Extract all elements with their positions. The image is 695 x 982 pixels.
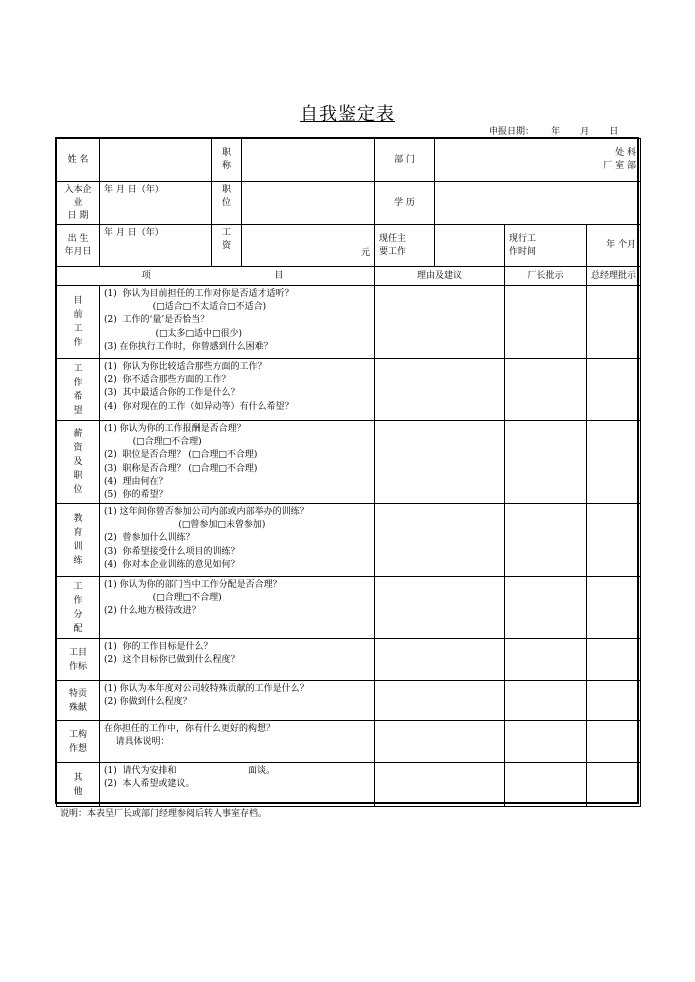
- birth-field[interactable]: 年 月 日（年）: [100, 225, 212, 267]
- section-label: 其 他: [57, 763, 100, 807]
- question-line: (1) 你认为目前担任的工作对你是否适才适听？: [104, 289, 294, 299]
- section-row: [57, 577, 641, 639]
- section-label: 目 前 工 作: [57, 286, 100, 359]
- reason-cell[interactable]: [375, 721, 505, 763]
- reason-cell[interactable]: [375, 359, 505, 421]
- form-title-wrap: [0, 100, 695, 126]
- education-field[interactable]: [435, 182, 641, 225]
- gm-comment-cell[interactable]: [587, 681, 641, 721]
- reason-cell[interactable]: [375, 504, 505, 577]
- gm-comment-cell[interactable]: [587, 421, 641, 504]
- section-questions: [100, 639, 375, 681]
- section-row: [57, 721, 641, 763]
- form-title: 自我鉴定表: [300, 104, 395, 125]
- section-row: [57, 763, 641, 807]
- factory-comment-cell[interactable]: [505, 577, 587, 639]
- reason-cell[interactable]: [375, 681, 505, 721]
- footnote: 说明：本表呈厂长或部门经理参阅后转人事室存档。: [60, 809, 268, 819]
- question-line: 在你担任的工作中，你有什么更好的构想？: [104, 724, 276, 734]
- question-line: (1) 请代为安排和 面谈。: [104, 766, 275, 776]
- question-line: (□合理□不合理): [104, 437, 202, 448]
- factory-comment-cell[interactable]: [505, 504, 587, 577]
- section-row: [57, 681, 641, 721]
- name-field[interactable]: [100, 139, 212, 182]
- question-line: (2) 曾参加什么训练？: [104, 533, 195, 544]
- question-line: (4) 理由何在？: [104, 476, 168, 487]
- section-questions: [100, 763, 375, 807]
- question-line: (□太多□适中□很少): [104, 328, 243, 339]
- question-line: 请具体说明：: [104, 737, 170, 748]
- column-header-row: [57, 267, 641, 286]
- section-questions: [100, 504, 375, 577]
- question-line: (4) 你对本企业训练的意见如何？: [104, 559, 240, 570]
- question-line: (1) 你认为你的部门当中工作分配是否合理？: [104, 580, 282, 590]
- gm-comment-cell[interactable]: [587, 504, 641, 577]
- question-line: (□曾参加□未曾参加): [104, 520, 266, 531]
- main-work-field[interactable]: [435, 225, 505, 267]
- gm-comment-cell[interactable]: [587, 721, 641, 763]
- section-label: 教 育 训 练: [57, 504, 100, 577]
- factory-comment-cell[interactable]: [505, 359, 587, 421]
- question-line: (1) 你认为本年度对公司较特殊贡献的工作是什么？: [104, 684, 309, 694]
- section-row: [57, 504, 641, 577]
- question-line: (2) 工作的‘量’是否恰当？: [104, 315, 210, 326]
- section-label: 工构 作想: [57, 721, 100, 763]
- factory-comment-cell[interactable]: [505, 639, 587, 681]
- factory-comment-cell[interactable]: [505, 286, 587, 359]
- section-row: [57, 639, 641, 681]
- question-line: (3) 在你执行工作时，你曾感到什么困难？: [104, 341, 273, 352]
- col-gm-header: 总经理批示: [587, 267, 641, 286]
- salary-label: 工 资: [212, 225, 242, 267]
- reason-cell[interactable]: [375, 577, 505, 639]
- col-factory-header: 厂长批示: [505, 267, 587, 286]
- cur-time-label: 现行工 作时间: [505, 225, 587, 267]
- section-label: 工 作 分 配: [57, 577, 100, 639]
- question-line: (2) 这个目标你已做到什么程度？: [104, 655, 240, 666]
- section-questions: [100, 421, 375, 504]
- question-line: (2) 什么地方极待改进？: [104, 606, 201, 617]
- question-line: (2) 你做到什么程度？: [104, 697, 192, 708]
- question-line: (2) 本人希望或建议。: [104, 779, 195, 790]
- reason-cell[interactable]: [375, 286, 505, 359]
- title-label: 职 称: [212, 139, 242, 182]
- cur-time-field[interactable]: 年 个月: [587, 225, 641, 267]
- gm-comment-cell[interactable]: [587, 286, 641, 359]
- question-line: (4) 你对现在的工作（如异动等）有什么希望？: [104, 401, 294, 412]
- question-line: (1) 你认为你比较适合那些方面的工作？: [104, 362, 267, 372]
- row-join: [57, 182, 641, 225]
- section-row: [57, 421, 641, 504]
- position-label: 职 位: [212, 182, 242, 225]
- question-line: (□适合□不太适合□不适合): [104, 302, 267, 313]
- join-date-field[interactable]: 年 月 日（年）: [100, 182, 212, 225]
- section-questions: [100, 359, 375, 421]
- section-label: 工 作 希 望: [57, 359, 100, 421]
- row-birth: [57, 225, 641, 267]
- question-line: (3) 你希望接受什么项目的训练？: [104, 546, 240, 557]
- question-line: (2) 职位是否合理？ (□合理□不合理): [104, 450, 258, 461]
- question-line: (5) 你的希望？: [104, 490, 168, 501]
- section-row: [57, 359, 641, 421]
- row-name: [57, 139, 641, 182]
- col-item-header: 项 目: [57, 267, 375, 286]
- section-questions: [100, 577, 375, 639]
- factory-comment-cell[interactable]: [505, 681, 587, 721]
- col-reason-header: 理由及建议: [375, 267, 505, 286]
- dept-options[interactable]: 处 科 厂 室 部: [435, 139, 641, 182]
- factory-comment-cell[interactable]: [505, 763, 587, 807]
- main-work-label: 现任主 要工作: [375, 225, 435, 267]
- section-questions: [100, 681, 375, 721]
- section-label: 薪 资 及 职 位: [57, 421, 100, 504]
- reason-cell[interactable]: [375, 763, 505, 807]
- question-line: (1) 这年间你曾否参加公司内部或内部举办的训练？: [104, 507, 309, 517]
- question-line: (3) 其中最适合你的工作是什么？: [104, 388, 240, 399]
- salary-field[interactable]: 元: [242, 225, 375, 267]
- title-field[interactable]: [242, 139, 375, 182]
- question-line: (3) 职称是否合理？ (□合理□不合理): [104, 463, 258, 474]
- gm-comment-cell[interactable]: [587, 577, 641, 639]
- section-row: [57, 286, 641, 359]
- position-field[interactable]: [242, 182, 375, 225]
- gm-comment-cell[interactable]: [587, 639, 641, 681]
- question-line: (1) 你认为你的工作报酬是否合理？: [104, 424, 246, 434]
- self-evaluation-table: [56, 138, 641, 807]
- name-label: 姓 名: [57, 139, 100, 182]
- reason-cell[interactable]: [375, 639, 505, 681]
- sections-body: [57, 286, 641, 807]
- factory-comment-cell[interactable]: [505, 421, 587, 504]
- birth-label: 出 生 年月日: [57, 225, 100, 267]
- question-line: (□合理□不合理): [104, 593, 222, 604]
- section-label: 工目 作标: [57, 639, 100, 681]
- question-line: (1) 你的工作目标是什么？: [104, 642, 213, 652]
- gm-comment-cell[interactable]: [587, 359, 641, 421]
- section-questions: [100, 721, 375, 763]
- join-label: 入本企业 日 期: [57, 182, 100, 225]
- apply-date: 申报日期： 年 月 日: [489, 127, 619, 137]
- question-line: (2) 你不适合那些方面的工作？: [104, 375, 231, 386]
- reason-cell[interactable]: [375, 421, 505, 504]
- section-questions: [100, 286, 375, 359]
- gm-comment-cell[interactable]: [587, 763, 641, 807]
- section-label: 特贡 殊献: [57, 681, 100, 721]
- factory-comment-cell[interactable]: [505, 721, 587, 763]
- education-label: 学 历: [375, 182, 435, 225]
- dept-label: 部 门: [375, 139, 435, 182]
